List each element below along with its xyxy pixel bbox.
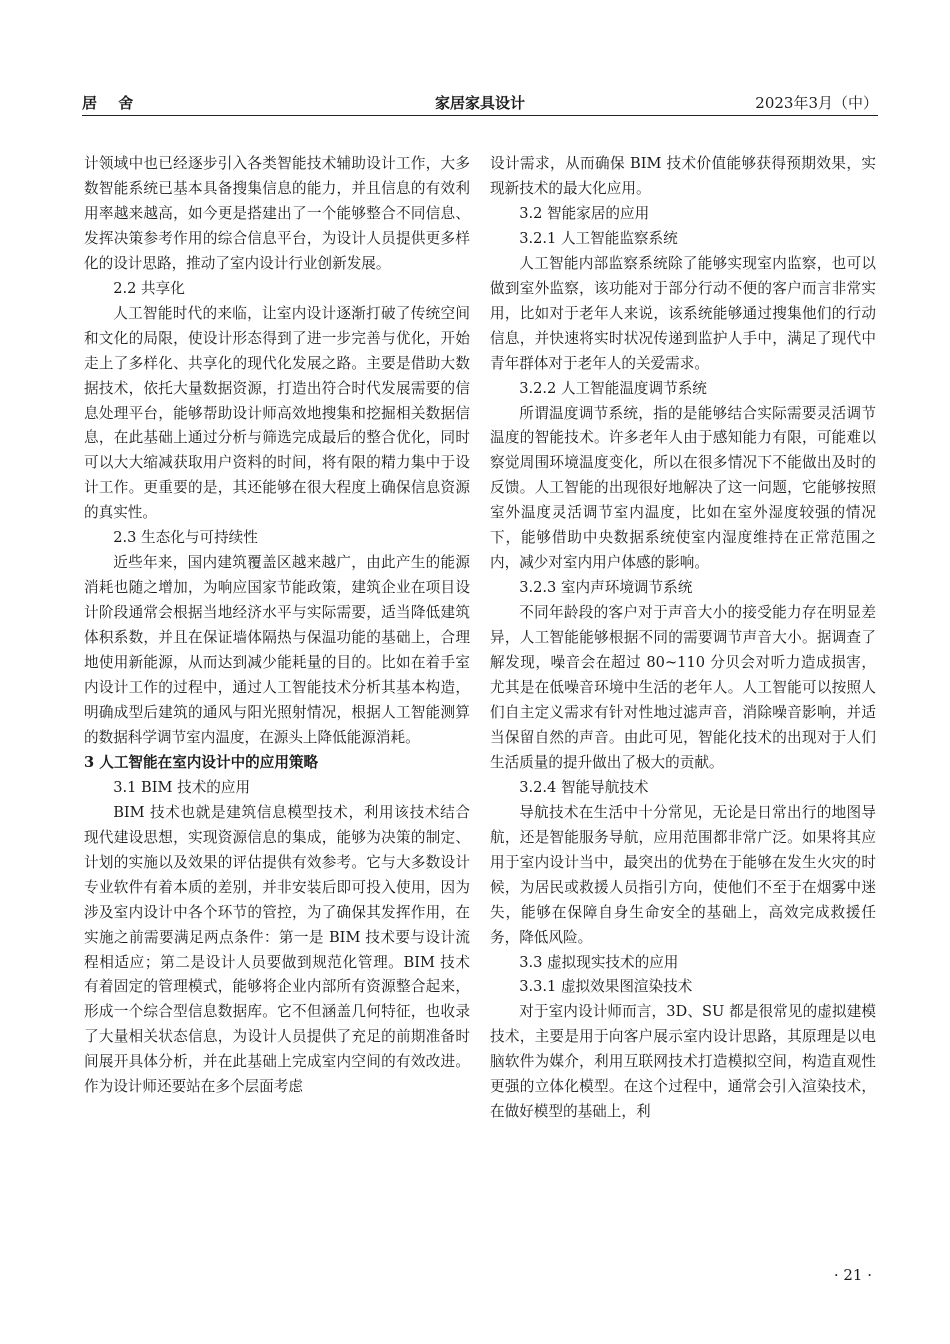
paragraph: 不同年龄段的客户对于声音大小的接受能力存在明显差异，人工智能能够根据不同的需要调节声音大小。据调查了解发现，噪音会在超过 80~110 分贝会对听力造成损害，尤其是在低噪音环境中生活的老年人。人工智能可以按照人们自主定义需求有针对性地过滤声音，消除噪音影响，并适当保留自然的声音。由此可见，智能化技术的出现对于人们生活质量的提升做出了极大的贡献。	[490, 604, 876, 771]
paragraph: 人工智能时代的来临，让室内设计逐渐打破了传统空间和文化的局限，使设计形态得到了进一步完善与优化，开始走上了多样化、共享化的现代化发展之路。主要是借助大数据技术，依托大量数据资源，打造出符合时代发展需要的信息处理平台，能够帮助设计师高效地搜集和挖掘相关数据信息，在此基础上通过分析与筛选完成最后的整合优化，同时可以大大缩减获取用户资料的时间，将有限的精力集中于设计工作。更重要的是，其还能够在很大程度上确保信息资源的真实性。	[84, 304, 470, 522]
section-heading-2-2: 2.2 共享化	[113, 279, 185, 297]
paragraph: 所谓温度调节系统，指的是能够结合实际需要灵活调节温度的智能技术。许多老年人由于感知能力有限，可能难以察觉周围环境温度变化，所以在很多情况下不能做出及时的反馈。人工智能的出现很好地解决了这一问题，它能够按照室外温度灵活调节室内温度，比如在室外湿度较强的情况下，能够借助中央数据系统使室内湿度维持在正常范围之内，减少对室内用户体感的影响。	[490, 404, 876, 572]
right-column	[490, 152, 876, 1125]
section-heading-3-1: 3.1 BIM 技术的应用	[113, 778, 251, 796]
paragraph: 计领域中也已经逐步引入各类智能技术辅助设计工作，大多数智能系统已基本具备搜集信息的能力，并且信息的有效利用率越来越高，如今更是搭建出了一个能够整合不同信息、发挥决策参考作用的综合信息平台，为设计人员提供更多样化的设计思路，推动了室内设计行业创新发展。	[84, 155, 470, 272]
section-heading-3-2: 3.2 智能家居的应用	[519, 204, 650, 222]
header-rule	[82, 115, 878, 116]
section-heading-2-3: 2.3 生态化与可持续性	[113, 529, 258, 547]
issue-date: 2023年3月（中）	[755, 94, 878, 112]
section-heading-3-2-4: 3.2.4 智能导航技术	[519, 778, 649, 796]
page-number: · 21 ·	[833, 1266, 872, 1284]
paragraph: 导航技术在生活中十分常见，无论是日常出行的地图导航，还是智能服务导航，应用范围都非常广泛。如果将其应用于室内设计当中，最突出的优势在于能够在发生火灾的时候，为居民或救援人员指引方向，使他们不至于在烟雾中迷失，能够在保障自身生命安全的基础上，高效完成救援任务，降低风险。	[490, 803, 876, 946]
paragraph: 人工智能内部监察系统除了能够实现室内监察，也可以做到室外监察，该功能对于部分行动不便的客户而言非常实用，比如对于老年人来说，该系统能够通过搜集他们的行动信息，并快速将实时状况传递到监护人手中，满足了现代中青年群体对于老年人的关爱需求。	[490, 254, 876, 372]
journal-name: 居 舍	[82, 94, 142, 112]
section-title: 家居家具设计	[434, 94, 525, 112]
paragraph: 设计需求，从而确保 BIM 技术价值能够获得预期效果，实现新技术的最大化应用。	[490, 155, 876, 197]
section-heading-3-2-2: 3.2.2 人工智能温度调节系统	[519, 379, 707, 397]
paragraph: BIM 技术也就是建筑信息模型技术，利用该技术结合现代建设思想，实现资源信息的集成，能够为决策的制定、计划的实施以及效果的评估提供有效参考。它与大多数设计专业软件有着本质的差别，并非安装后即可投入使用，因为涉及室内设计中各个环节的管控，为了确保其发挥作用，在实施之前需要满足两点条件：第一是 BIM 技术要与设计流程相适应；第二是设计人员要做到规范化管理。BIM 技术有着固定的管理模式，能够将企业内部所有资源整合起来，形成一个综合型信息数据库。它不但涵盖几何特征，也收录了大量相关状态信息，为设计人员提供了充足的前期准备时间展开具体分析，并在此基础上完成室内空间的有效改进。作为设计师还要站在多个层面考虑	[84, 803, 470, 1096]
section-heading-3-3-1: 3.3.1 虚拟效果图渲染技术	[519, 978, 693, 996]
section-heading-3: 3 人工智能在室内设计中的应用策略	[84, 753, 319, 771]
left-column	[84, 152, 470, 1100]
paragraph: 对于室内设计师而言，3D、SU 都是很常见的虚拟建模技术，主要是用于向客户展示室内设计思路，其原理是以电脑软件为媒介，利用互联网技术打造模拟空间，构造直观性更强的立体化模型。在这个过程中，通常会引入渲染技术，在做好模型的基础上，利	[490, 1003, 876, 1121]
section-heading-3-2-3: 3.2.3 室内声环境调节系统	[519, 579, 693, 597]
section-heading-3-2-1: 3.2.1 人工智能监察系统	[519, 229, 678, 247]
section-heading-3-3: 3.3 虚拟现实技术的应用	[519, 953, 679, 971]
paragraph: 近些年来，国内建筑覆盖区越来越广，由此产生的能源消耗也随之增加，为响应国家节能政策，建筑企业在项目设计阶段通常会根据当地经济水平与实际需要，适当降低建筑体积系数，并且在保证墙体隔热与保温功能的基础上，合理地使用新能源，从而达到减少能耗量的目的。比如在着手室内设计工作的过程中，通过人工智能技术分析其基本构造，明确成型后建筑的通风与阳光照射情况，根据人工智能测算的数据科学调节室内温度，在源头上降低能源消耗。	[84, 554, 470, 746]
